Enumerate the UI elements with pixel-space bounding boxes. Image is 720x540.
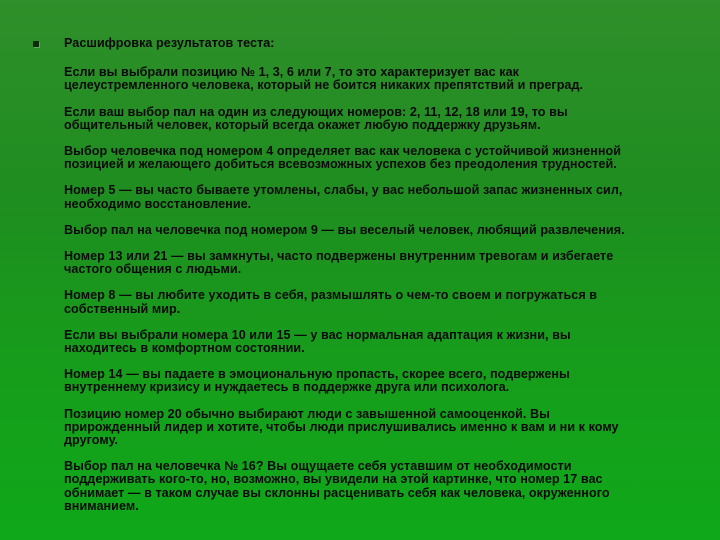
- result-paragraph: Номер 5 — вы часто бываете утомлены, слабы, у вас небольшой запас жизненных сил, необходимо восстановление.: [64, 183, 623, 211]
- result-paragraph: Номер 13 или 21 — вы замкнуты, часто подвержены внутренним тревогам и избегаете частого общения с людьми.: [64, 249, 614, 277]
- result-paragraph: Позицию номер 20 обычно выбирают люди с завышенной самооценкой. Вы прирожденный лидер и хотите, чтобы люди прислушивались именно к вам и ни к кому другому.: [64, 406, 619, 448]
- slide-heading: Расшифровка результатов теста:: [64, 36, 275, 50]
- slide-content: [64, 37, 694, 526]
- result-paragraph: Номер 8 — вы любите уходить в себя, размышлять о чем-то своем и погружаться в собственный мир.: [64, 288, 598, 316]
- result-paragraph: Если вы выбрали позицию № 1, 3, 6 или 7, то это характеризует вас как целеустремленного человека, который не боится никаких препятствий и преград.: [64, 65, 584, 93]
- result-paragraph: Выбор пал на человечка № 16? Вы ощущаете себя уставшим от необходимости поддерживать кого-то, но, возможно, вы увидели на этой картинке, что номер 17 вас обнимает — в таком случае вы склонны расценивать себя как человека, окруженного вниманием.: [64, 459, 610, 513]
- result-paragraph: Выбор человечка под номером 4 определяет вас как человека с устойчивой жизненной позицией и желающего добиться всевозможных успехов без преодоления трудностей.: [64, 144, 622, 172]
- result-paragraph: Если ваш выбор пал на один из следующих номеров: 2, 11, 12, 18 или 19, то вы общительный человек, который всегда окажет любую поддержку друзьям.: [64, 104, 568, 132]
- result-paragraph: Номер 14 — вы падаете в эмоциональную пропасть, скорее всего, подвержены внутреннему кризису и нуждаетесь в поддержке друга или психолога.: [64, 367, 570, 395]
- bullet-square-icon: [33, 41, 39, 47]
- result-paragraph: Если вы выбрали номера 10 или 15 — у вас нормальная адаптация к жизни, вы находитесь в комфортном состоянии.: [64, 327, 571, 356]
- result-paragraph: Выбор пал на человечка под номером 9 — вы веселый человек, любящий развлечения.: [64, 222, 625, 237]
